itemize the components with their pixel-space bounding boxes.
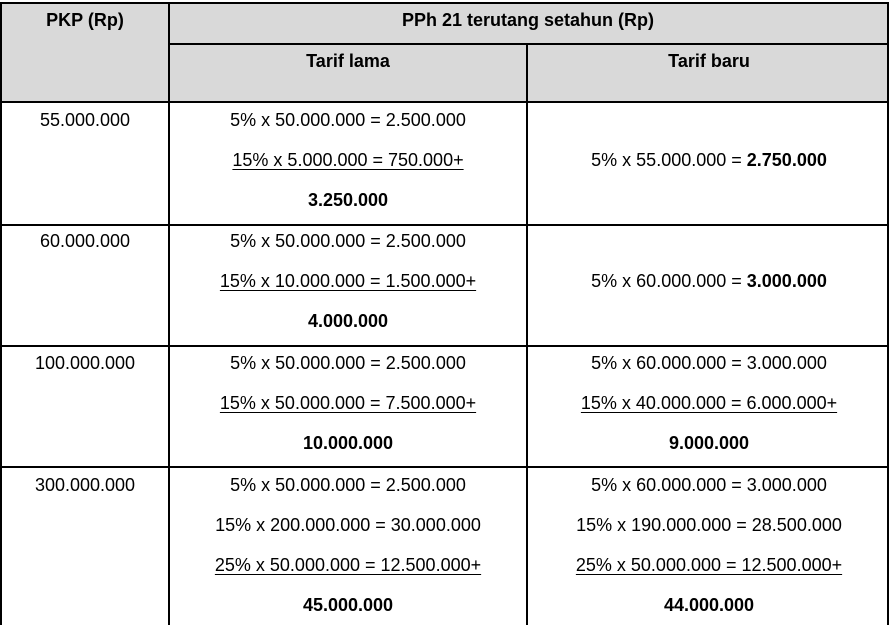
- row-2-pkp: 60.000.000: [39, 231, 131, 251]
- row-4-lama-line-1: 5% x 50.000.000 = 2.500.000: [230, 475, 466, 495]
- row-4-lama-total: 45.000.000: [302, 595, 394, 615]
- row-4-baru-total: 44.000.000: [663, 595, 755, 615]
- row-4-lama-line-3: 25% x 50.000.000 = 12.500.000+: [214, 555, 482, 575]
- divider-col-1: [168, 2, 170, 625]
- row-2-baru-formula: 5% x 60.000.000 =: [591, 271, 747, 291]
- row-3-lama-line-2: 15% x 50.000.000 = 7.500.000+: [219, 393, 477, 413]
- row-3-baru-total: 9.000.000: [668, 433, 750, 453]
- row-3-pkp: 100.000.000: [34, 353, 136, 373]
- divider-row-1: [0, 224, 889, 226]
- table-border-top: [0, 2, 889, 4]
- header-tarif-baru: Tarif baru: [668, 51, 750, 71]
- row-3-lama-line-1: 5% x 50.000.000 = 2.500.000: [230, 353, 466, 373]
- divider-row-3: [0, 466, 889, 468]
- row-1-lama-total: 3.250.000: [307, 190, 389, 210]
- row-4-pkp: 300.000.000: [34, 475, 136, 495]
- divider-header-sub: [168, 43, 889, 45]
- row-3-lama-total: 10.000.000: [302, 433, 394, 453]
- table-border-left: [0, 2, 2, 625]
- header-pph21: PPh 21 terutang setahun (Rp): [401, 10, 655, 30]
- header-tarif-lama: Tarif lama: [306, 51, 390, 71]
- row-2-lama-line-1: 5% x 50.000.000 = 2.500.000: [230, 231, 466, 251]
- divider-row-2: [0, 345, 889, 347]
- row-2-lama-line-2: 15% x 10.000.000 = 1.500.000+: [219, 271, 477, 291]
- row-1-pkp: 55.000.000: [39, 110, 131, 130]
- divider-col-2: [526, 43, 528, 625]
- header-pkp: PKP (Rp): [46, 10, 124, 30]
- row-2-lama-total: 4.000.000: [307, 311, 389, 331]
- row-3-baru-line-1: 5% x 60.000.000 = 3.000.000: [591, 353, 827, 373]
- row-1-lama-line-1: 5% x 50.000.000 = 2.500.000: [230, 110, 466, 130]
- row-4-lama-line-2: 15% x 200.000.000 = 30.000.000: [215, 515, 481, 535]
- divider-header-bottom: [0, 101, 889, 103]
- row-1-baru: [591, 149, 827, 171]
- row-2-baru: [591, 270, 827, 292]
- row-1-baru-formula: 5% x 55.000.000 =: [591, 150, 747, 170]
- row-1-lama-line-2: 15% x 5.000.000 = 750.000+: [232, 150, 464, 170]
- row-4-baru-line-1: 5% x 60.000.000 = 3.000.000: [591, 475, 827, 495]
- row-4-baru-line-2: 15% x 190.000.000 = 28.500.000: [576, 515, 842, 535]
- row-3-baru-line-2: 15% x 40.000.000 = 6.000.000+: [580, 393, 838, 413]
- row-4-baru-line-3: 25% x 50.000.000 = 12.500.000+: [575, 555, 843, 575]
- row-2-baru-total: 3.000.000: [746, 271, 827, 291]
- row-1-baru-total: 2.750.000: [746, 150, 827, 170]
